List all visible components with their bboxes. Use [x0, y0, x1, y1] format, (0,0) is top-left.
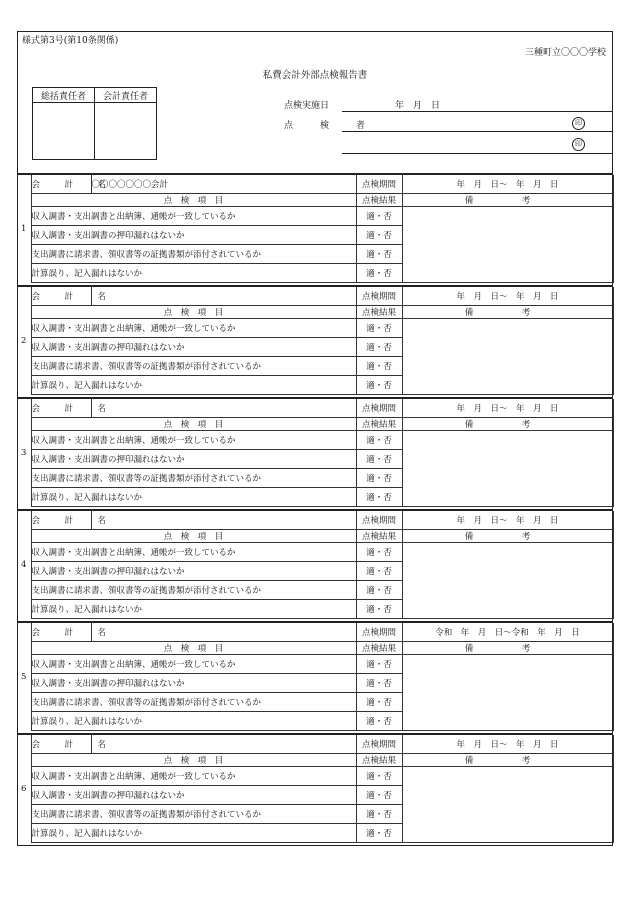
- inspector-line-2[interactable]: [342, 153, 613, 154]
- inspection-section: [17, 621, 613, 733]
- period-label: 点検期間: [356, 511, 402, 530]
- check-item: 収入調書・支出調書の押印漏れはないか: [31, 786, 356, 805]
- period-label: 点検期間: [356, 735, 402, 754]
- result-select[interactable]: 適・否: [356, 245, 402, 264]
- section-number: 3: [17, 399, 31, 507]
- account-name-label: 会 計 名: [31, 735, 91, 754]
- section-number: 1: [17, 175, 31, 283]
- section-number: 4: [17, 511, 31, 619]
- account-name-field[interactable]: 〇〇〇〇〇〇〇会計: [91, 175, 356, 194]
- result-header: 点検結果: [356, 754, 402, 767]
- check-items-header: 点 検 項 目: [31, 754, 356, 767]
- period-field[interactable]: 年 月 日〜 年 月 日: [402, 735, 613, 754]
- check-item: 計算誤り、記入漏れはないか: [31, 376, 356, 395]
- general-responsible-seal-box[interactable]: [33, 103, 95, 160]
- accounting-responsible-seal-box[interactable]: [95, 103, 157, 160]
- check-item: 収入調書・支出調書と出納簿、通帳が一致しているか: [31, 207, 356, 226]
- check-item: 計算誤り、記入漏れはないか: [31, 712, 356, 731]
- remarks-field[interactable]: [402, 319, 613, 395]
- inspector-label: 点 検 者: [284, 121, 375, 131]
- period-field[interactable]: 年 月 日〜 年 月 日: [402, 399, 613, 418]
- check-item: 収入調書・支出調書と出納簿、通帳が一致しているか: [31, 767, 356, 786]
- result-select[interactable]: 適・否: [356, 655, 402, 674]
- remarks-field[interactable]: [402, 655, 613, 731]
- account-name-label: 会 計 名: [31, 511, 91, 530]
- result-select[interactable]: 適・否: [356, 450, 402, 469]
- check-item: 支出調書に請求書、領収書等の証拠書類が添付されているか: [31, 469, 356, 488]
- remarks-header: 備 考: [402, 642, 613, 655]
- result-select[interactable]: 適・否: [356, 226, 402, 245]
- result-header: 点検結果: [356, 194, 402, 207]
- seal-icon: 印: [572, 138, 585, 151]
- result-header: 点検結果: [356, 306, 402, 319]
- remarks-field[interactable]: [402, 543, 613, 619]
- general-responsible-label: 総括責任者: [33, 88, 95, 103]
- check-item: 収入調書・支出調書の押印漏れはないか: [31, 226, 356, 245]
- inspection-date-line: [342, 111, 613, 112]
- remarks-field[interactable]: [402, 767, 613, 843]
- result-select[interactable]: 適・否: [356, 376, 402, 395]
- result-select[interactable]: 適・否: [356, 431, 402, 450]
- account-name-field[interactable]: [91, 399, 356, 418]
- check-item: 計算誤り、記入漏れはないか: [31, 488, 356, 507]
- remarks-header: 備 考: [402, 194, 613, 207]
- period-field[interactable]: 年 月 日〜 年 月 日: [402, 511, 613, 530]
- check-item: 収入調書・支出調書と出納簿、通帳が一致しているか: [31, 431, 356, 450]
- period-label: 点検期間: [356, 175, 402, 194]
- result-select[interactable]: 適・否: [356, 824, 402, 843]
- check-item: 収入調書・支出調書の押印漏れはないか: [31, 338, 356, 357]
- check-item: 計算誤り、記入漏れはないか: [31, 600, 356, 619]
- inspection-section: [17, 397, 613, 509]
- check-item: 収入調書・支出調書の押印漏れはないか: [31, 674, 356, 693]
- result-select[interactable]: 適・否: [356, 338, 402, 357]
- remarks-header: 備 考: [402, 306, 613, 319]
- period-label: 点検期間: [356, 623, 402, 642]
- account-name-field[interactable]: [91, 623, 356, 642]
- inspection-section: [17, 285, 613, 397]
- result-select[interactable]: 適・否: [356, 357, 402, 376]
- page-title: 私費会計外部点検報告書: [262, 70, 368, 81]
- result-header: 点検結果: [356, 642, 402, 655]
- check-item: 収入調書・支出調書の押印漏れはないか: [31, 562, 356, 581]
- remarks-header: 備 考: [402, 754, 613, 767]
- result-select[interactable]: 適・否: [356, 767, 402, 786]
- check-item: 計算誤り、記入漏れはないか: [31, 824, 356, 843]
- remarks-field[interactable]: [402, 207, 613, 283]
- result-select[interactable]: 適・否: [356, 693, 402, 712]
- account-name-label: 会 計 名: [31, 399, 91, 418]
- form-number: 様式第3号(第10条関係): [22, 36, 119, 46]
- result-select[interactable]: 適・否: [356, 805, 402, 824]
- section-number: 5: [17, 623, 31, 731]
- result-select[interactable]: 適・否: [356, 207, 402, 226]
- result-select[interactable]: 適・否: [356, 786, 402, 805]
- result-select[interactable]: 適・否: [356, 562, 402, 581]
- check-item: 支出調書に請求書、領収書等の証拠書類が添付されているか: [31, 693, 356, 712]
- account-name-field[interactable]: [91, 511, 356, 530]
- check-item: 支出調書に請求書、領収書等の証拠書類が添付されているか: [31, 357, 356, 376]
- check-item: 支出調書に請求書、領収書等の証拠書類が添付されているか: [31, 805, 356, 824]
- account-name-label: 会 計 名: [31, 175, 91, 194]
- inspection-section: [17, 733, 613, 845]
- section-number: 2: [17, 287, 31, 395]
- check-item: 収入調書・支出調書と出納簿、通帳が一致しているか: [31, 543, 356, 562]
- check-item: 収入調書・支出調書の押印漏れはないか: [31, 450, 356, 469]
- account-name-label: 会 計 名: [31, 623, 91, 642]
- check-item: 支出調書に請求書、領収書等の証拠書類が添付されているか: [31, 245, 356, 264]
- result-select[interactable]: 適・否: [356, 543, 402, 562]
- check-items-header: 点 検 項 目: [31, 642, 356, 655]
- check-item: 支出調書に請求書、領収書等の証拠書類が添付されているか: [31, 581, 356, 600]
- check-item: 計算誤り、記入漏れはないか: [31, 264, 356, 283]
- period-label: 点検期間: [356, 399, 402, 418]
- result-select[interactable]: 適・否: [356, 264, 402, 283]
- result-select[interactable]: 適・否: [356, 581, 402, 600]
- remarks-header: 備 考: [402, 530, 613, 543]
- check-items-header: 点 検 項 目: [31, 530, 356, 543]
- remarks-field[interactable]: [402, 431, 613, 507]
- check-items-header: 点 検 項 目: [31, 306, 356, 319]
- period-label: 点検期間: [356, 287, 402, 306]
- inspection-date-label: 点検実施日: [284, 101, 330, 111]
- result-select[interactable]: 適・否: [356, 712, 402, 731]
- account-name-field[interactable]: [91, 287, 356, 306]
- result-select[interactable]: 適・否: [356, 488, 402, 507]
- period-field[interactable]: 令和 年 月 日〜令和 年 月 日: [402, 623, 613, 642]
- check-items-header: 点 検 項 目: [31, 194, 356, 207]
- check-item: 収入調書・支出調書と出納簿、通帳が一致しているか: [31, 655, 356, 674]
- account-name-field[interactable]: [91, 735, 356, 754]
- period-field[interactable]: 年 月 日〜 年 月 日: [402, 175, 613, 194]
- check-items-header: 点 検 項 目: [31, 418, 356, 431]
- result-select[interactable]: 適・否: [356, 600, 402, 619]
- inspection-section: [17, 173, 613, 285]
- result-header: 点検結果: [356, 530, 402, 543]
- accounting-responsible-label: 会計責任者: [95, 88, 157, 103]
- inspection-section: [17, 509, 613, 621]
- result-select[interactable]: 適・否: [356, 674, 402, 693]
- responsibles-table: [32, 87, 157, 160]
- seal-icon: 印: [572, 117, 585, 130]
- result-header: 点検結果: [356, 418, 402, 431]
- account-name-label: 会 計 名: [31, 287, 91, 306]
- inspection-date-field[interactable]: 年 月 日: [395, 101, 441, 111]
- result-select[interactable]: 適・否: [356, 319, 402, 338]
- check-item: 収入調書・支出調書と出納簿、通帳が一致しているか: [31, 319, 356, 338]
- section-number: 6: [17, 735, 31, 843]
- inspector-line-1[interactable]: [342, 131, 613, 132]
- period-field[interactable]: 年 月 日〜 年 月 日: [402, 287, 613, 306]
- result-select[interactable]: 適・否: [356, 469, 402, 488]
- remarks-header: 備 考: [402, 418, 613, 431]
- school-name: 三種町立〇〇〇学校: [524, 48, 606, 58]
